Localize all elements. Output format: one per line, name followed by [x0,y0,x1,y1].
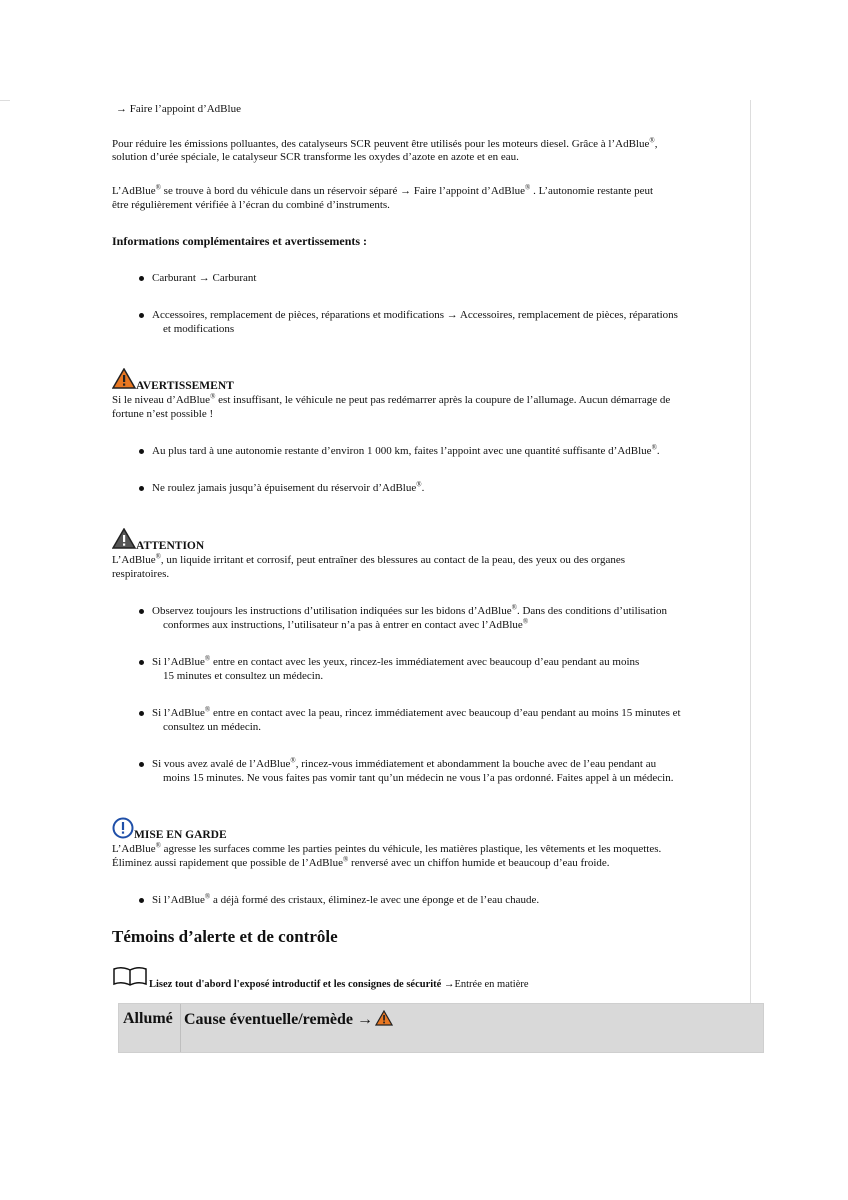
bullet [139,449,144,454]
column-divider [180,1004,181,1052]
warning-triangle-icon [112,368,136,389]
avertissement-line-1: Si le niveau d’AdBlue® est insuffisant, le véhicule ne peut pas redémarrer après la coupure de l’allumage. Aucun démarrage de [112,392,671,406]
info-heading: Informations complémentaires et avertissements : [112,234,368,248]
avertissement-item-1: Au plus tard à une autonomie restante d’environ 1 000 km, faites l’appoint avec une quantité suffisante d’AdBlue®. [152,443,660,457]
attention-item-3-cont: consultez un médecin. [163,721,262,733]
bullet [139,276,144,281]
entree-en-matiere-link[interactable]: →Entrée en matière [441,979,529,990]
section-title-temoins: Témoins d’alerte et de contrôle [112,927,338,946]
bullet [139,313,144,318]
attention-line-1: L’AdBlue®, un liquide irritant et corrosif, peut entraîner des blessures au contact de la peau, des yeux ou des organes [112,552,626,566]
attention-item-1: Observez toujours les instructions d’utilisation indiquées sur les bidons d’AdBlue®. Dans des conditions d’utilisation [152,603,667,617]
info-item-carburant[interactable]: Carburant → Carburant [152,272,257,284]
notice-exclamation-icon [112,817,134,839]
attention-title: ATTENTION [136,540,205,552]
attention-item-4-cont: moins 15 minutes. Ne vous faites pas vomir tant qu’un médecin ne vous l’a pas ordonné. Faites appel à un médecin. [163,772,674,784]
reservoir-line-1: L’AdBlue® se trouve à bord du véhicule dans un réservoir séparé → Faire l’appoint d’AdBlue® . L’autonomie restante peut [112,183,654,197]
intro-line-1: Pour réduire les émissions polluantes, des catalyseurs SCR peuvent être utilisés pour les moteurs diesel. Grâce à l’AdBlue®, [112,136,658,150]
bullet [139,486,144,491]
attention-item-1-cont: conformes aux instructions, l’utilisateur n’a pas à entrer en contact avec l’AdBlue® [163,617,529,631]
mise-en-garde-title: MISE EN GARDE [134,829,227,841]
col-allume: Allumé [123,1010,173,1027]
attention-triangle-icon [112,528,136,549]
warning-triangle-icon[interactable] [375,1010,393,1026]
bullet [139,609,144,614]
intro-line-2: solution d’urée spéciale, le catalyseur SCR transforme les oxydes d’azote en azote et en eau. [112,151,519,163]
attention-item-2-cont: 15 minutes et consultez un médecin. [163,670,324,682]
attention-item-4: Si vous avez avalé de l’AdBlue®, rincez-vous immédiatement et abondamment la bouche avec de l’eau pendant au [152,756,657,770]
attention-line-2: respiratoires. [112,568,170,580]
avertissement-item-2: Ne roulez jamais jusqu’à épuisement du réservoir d’AdBlue®. [152,480,425,494]
info-item-accessoires[interactable]: Accessoires, remplacement de pièces, réparations et modifications → Accessoires, remplacement de pièces, réparations [152,309,678,321]
faire-appoint-inline-link[interactable]: se trouve à bord du véhicule dans un réservoir séparé → Faire l’appoint d’AdBlue [160,185,526,197]
indicator-table-header [118,1003,764,1053]
avertissement-line-2: fortune n’est possible ! [112,408,214,420]
faire-appoint-link[interactable]: → Faire l’appoint d’AdBlue [116,103,241,115]
bullet [139,660,144,665]
book-icon [112,966,148,986]
bullet [139,711,144,716]
reservoir-line-2: être régulièrement vérifiée à l’écran du combiné d’instruments. [112,199,390,211]
attention-item-3: Si l’AdBlue® entre en contact avec la peau, rincez immédiatement avec beaucoup d’eau pendant au moins 15 minutes et [152,705,681,719]
attention-item-2: Si l’AdBlue® entre en contact avec les yeux, rincez-les immédiatement avec beaucoup d’eau pendant au moins [152,654,640,668]
mise-en-garde-line-1: L’AdBlue® agresse les surfaces comme les parties peintes du véhicule, les matières plastique, les vêtements et les moquettes. [112,841,662,855]
bullet [139,898,144,903]
mise-en-garde-line-2: Éliminez aussi rapidement que possible de l’AdBlue® renversé avec un chiffon humide et beaucoup d’eau froide. [112,855,610,869]
read-first-note: Lisez tout d'abord l'exposé introductif et les consignes de sécurité →Entrée en matière [149,979,529,990]
mise-en-garde-item-1: Si l’AdBlue® a déjà formé des cristaux, éliminez-le avec une éponge et de l’eau chaude. [152,892,540,906]
bullet [139,762,144,767]
info-item-accessoires-cont[interactable]: et modifications [163,323,235,335]
avertissement-title: AVERTISSEMENT [136,380,234,392]
col-cause-remede: Cause éventuelle/remède → [184,1010,393,1029]
